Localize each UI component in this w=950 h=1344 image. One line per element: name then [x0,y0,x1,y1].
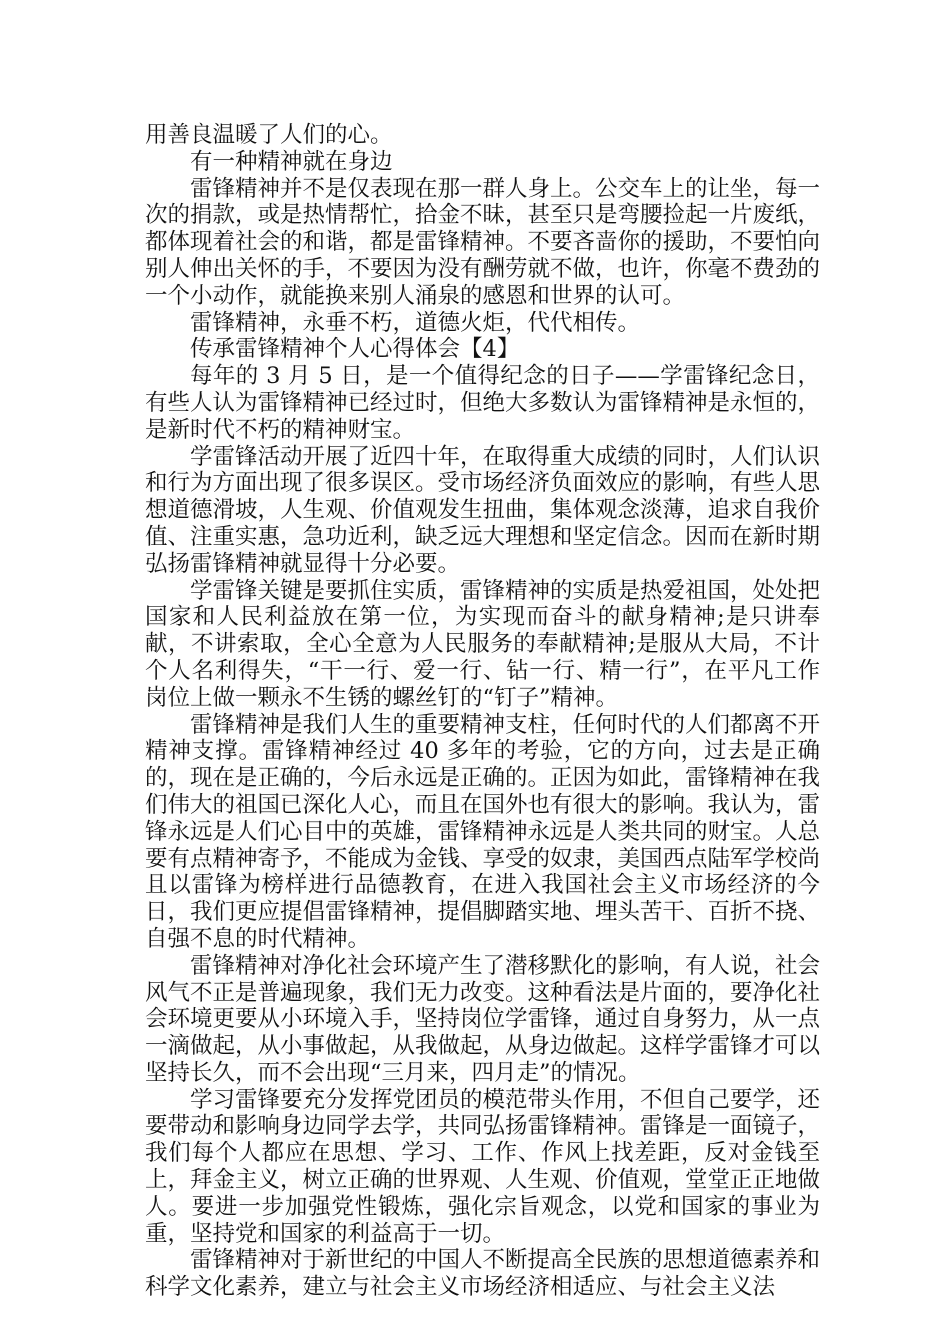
paragraph-2: 有一种精神就在身边 [190,148,393,175]
paragraph-1: 用善良温暖了人们的心。 [145,122,393,148]
paragraph-8: 学雷锋关键是要抓住实质，雷锋精神的实质是热爱祖国，处处把国家和人民利益放在第一位，为实现而奋斗的献身精神;是只讲奉献，不讲索取，全心全意为人民服务的奉献精神;是服从大局，不计个人名利得失，“干一行、爱一行、钻一行、精一行”，在平凡工作岗位上做一颗永不生锈的螺丝钉的“钉子”精神。 [145,577,821,711]
paragraph-7: 学雷锋活动开展了近四十年，在取得重大成绩的同时，人们认识和行为方面出现了很多误区。受市场经济负面效应的影响，有些人思想道德滑坡，人生观、价值观发生扭曲，集体观念淡薄，追求自我价值、注重实惠，急功近利，缺乏远大理想和坚定信念。因而在新时期弘扬雷锋精神就显得十分必要。 [145,443,821,577]
paragraph-4: 雷锋精神，永垂不朽，道德火炬，代代相传。 [190,309,641,336]
paragraph-9: 雷锋精神是我们人生的重要精神支柱，任何时代的人们都离不开精神支撑。雷锋精神经过 40 多年的考验，它的方向，过去是正确的，现在是正确的，今后永远是正确的。正因为如此，雷锋精神在我们伟大的祖国已深化人心，而且在国外也有很大的影响。我认为，雷锋永远是人们心目中的英雄，雷锋精神永远是人类共同的财宝。人总要有点精神寄予，不能成为金钱、享受的奴隶，美国西点陆军学校尚且以雷锋为榜样进行品德教育，在进入我国社会主义市场经济的今日，我们更应提倡雷锋精神，提倡脚踏实地、埋头苦干、百折不挠、自强不息的时代精神。 [145,711,821,952]
document-page [145,122,820,1301]
paragraph-6: 每年的 3 月 5 日，是一个值得纪念的日子——学雷锋纪念日，有些人认为雷锋精神已经过时，但绝大多数认为雷锋精神是永恒的，是新时代不朽的精神财宝。 [145,363,821,443]
paragraph-12: 雷锋精神对于新世纪的中国人不断提高全民族的思想道德素养和科学文化素养，建立与社会主义市场经济相适应、与社会主义法 [145,1247,821,1301]
paragraph-11: 学习雷锋要充分发挥党团员的模范带头作用，不但自己要学，还要带动和影响身边同学去学，共同弘扬雷锋精神。雷锋是一面镜子，我们每个人都应在思想、学习、工作、作风上找差距，反对金钱至上，拜金主义，树立正确的世界观、人生观、价值观，堂堂正正地做人。要进一步加强党性锻炼，强化宗旨观念，以党和国家的事业为重，坚持党和国家的利益高于一切。 [145,1086,821,1247]
paragraph-10: 雷锋精神对净化社会环境产生了潜移默化的影响，有人说，社会风气不正是普遍现象，我们无力改变。这种看法是片面的，要净化社会环境更要从小环境入手，坚持岗位学雷锋，通过自身努力，从一点一滴做起，从小事做起，从我做起，从身边做起。这样学雷锋才可以坚持长久，而不会出现“三月来，四月走”的情况。 [145,952,821,1086]
paragraph-3: 雷锋精神并不是仅表现在那一群人身上。公交车上的让坐，每一次的捐款，或是热情帮忙，拾金不昧，甚至只是弯腰捡起一片废纸，都体现着社会的和谐，都是雷锋精神。不要吝啬你的援助，不要怕向别人伸出关怀的手，不要因为没有酬劳就不做，也许，你毫不费劲的一个小动作，就能换来别人涌泉的感恩和世界的认可。 [145,175,821,309]
section-heading: 传承雷锋精神个人心得体会【4】 [190,336,520,363]
